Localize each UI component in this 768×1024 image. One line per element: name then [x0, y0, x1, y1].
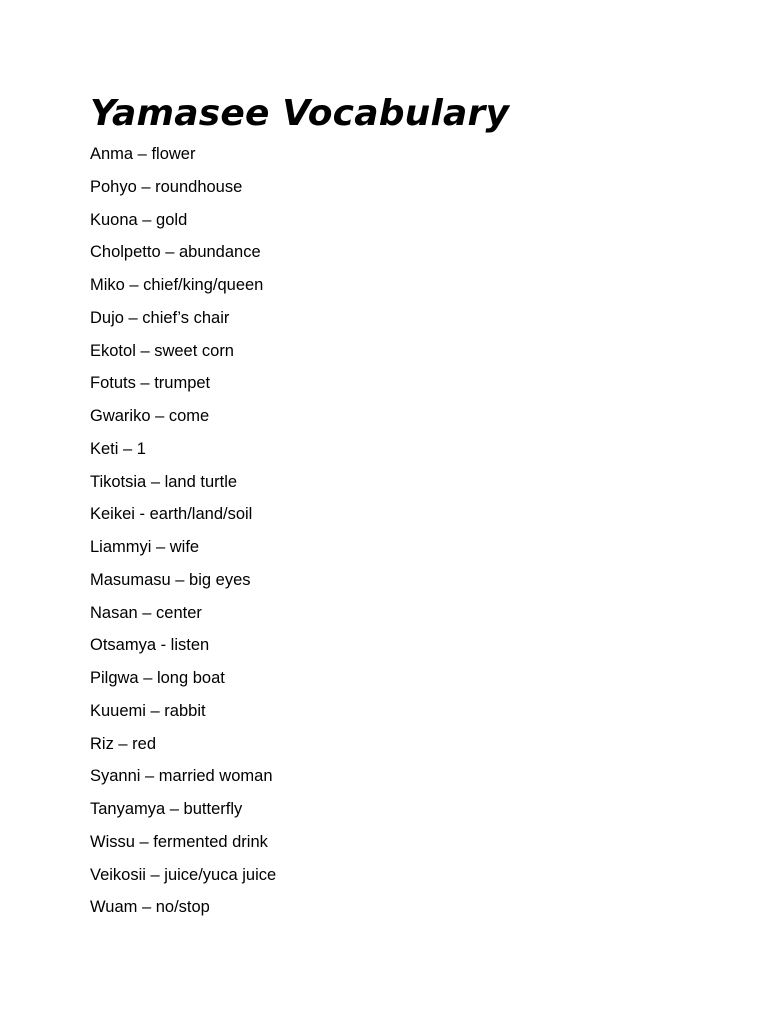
vocab-entry: Wuam – no/stop	[90, 898, 210, 917]
vocab-entry: Masumasu – big eyes	[90, 570, 251, 589]
vocab-entry: Keikei - earth/land/soil	[90, 505, 253, 524]
vocab-entry: Otsamya - listen	[90, 636, 210, 655]
vocab-entry: Ekotol – sweet corn	[90, 341, 234, 360]
vocab-entry: Riz – red	[90, 734, 157, 753]
vocab-entry: Kuuemi – rabbit	[90, 701, 206, 720]
vocab-entry: Tanyamya – butterfly	[90, 800, 243, 818]
vocab-entry: Kuona – gold	[90, 210, 188, 229]
vocab-entry: Miko – chief/king/queen	[90, 276, 264, 294]
vocabulary-list	[90, 138, 710, 924]
vocab-entry: Dujo – chief’s chair	[90, 308, 230, 327]
vocab-entry: Anma – flower	[90, 145, 196, 163]
vocab-entry: Pohyo – roundhouse	[90, 177, 243, 196]
document-title: Yamasee Vocabulary	[90, 93, 510, 134]
vocab-entry: Gwariko – come	[90, 407, 210, 425]
vocab-entry: Veikosii – juice/yuca juice	[90, 865, 277, 884]
vocab-entry: Fotuts – trumpet	[90, 374, 211, 393]
vocab-entry: Syanni – married woman	[90, 767, 273, 786]
vocab-entry: Pilgwa – long boat	[90, 669, 225, 687]
vocab-entry: Nasan – center	[90, 603, 202, 622]
document-page	[90, 92, 710, 924]
vocab-entry: Tikotsia – land turtle	[90, 472, 238, 491]
vocab-entry: Keti – 1	[90, 439, 146, 458]
vocab-entry: Wissu – fermented drink	[90, 832, 268, 851]
vocab-entry: Liammyi – wife	[90, 538, 200, 556]
vocab-entry: Cholpetto – abundance	[90, 243, 261, 262]
